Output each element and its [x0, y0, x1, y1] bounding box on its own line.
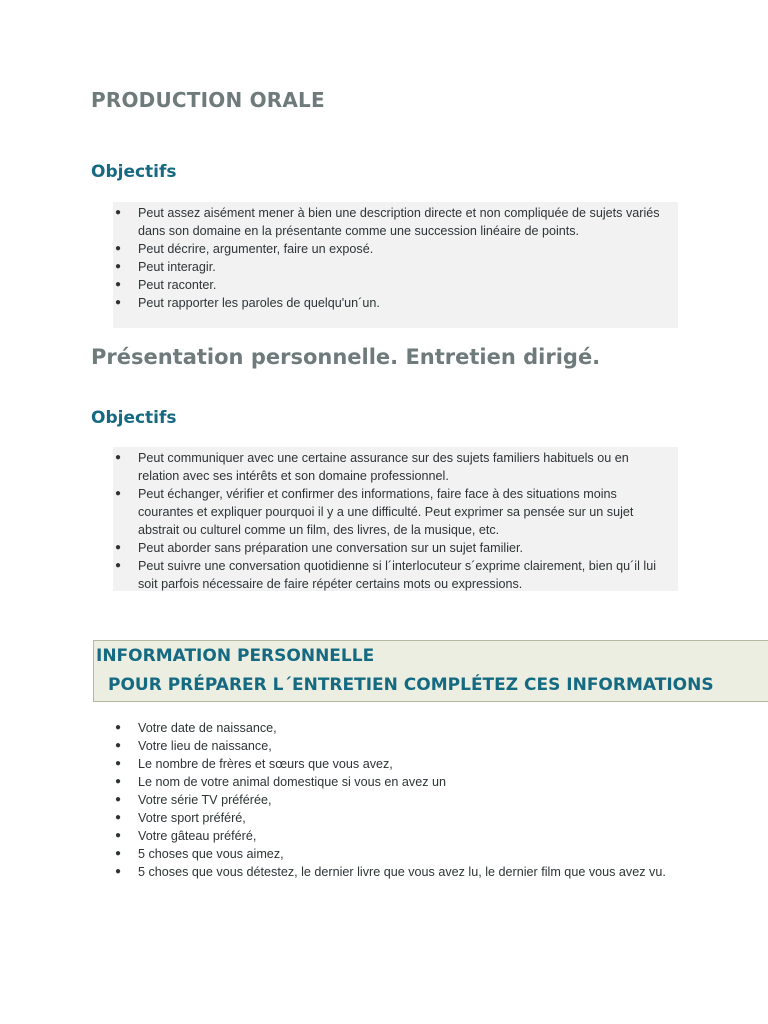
- list-item: ● Peut raconter.: [115, 278, 217, 292]
- bullet-icon: ●: [115, 830, 122, 841]
- info-list-container: [113, 719, 683, 881]
- bullet-icon: ●: [115, 776, 122, 787]
- list-item: ● Votre date de naissance,: [115, 721, 277, 735]
- section-title: Présentation personnelle. Entretien dirigé.: [91, 345, 601, 369]
- info-title: INFORMATION PERSONNELLE: [96, 646, 375, 666]
- list-item: ● Votre lieu de naissance,: [115, 739, 272, 753]
- objectifs-box-2: [113, 447, 678, 591]
- bullet-icon: ●: [115, 297, 122, 308]
- list-item: ● Votre gâteau préféré,: [115, 829, 257, 843]
- list-item: ● Peut décrire, argumenter, faire un exposé.: [115, 242, 374, 256]
- list-item: ● Peut assez aisément mener à bien une description directe et non compliquée de sujets variés dans son domaine en la présentante comme une succession linéaire de points.: [115, 206, 660, 238]
- list-item: ● Le nom de votre animal domestique si vous en avez un: [115, 775, 447, 789]
- bullet-icon: ●: [115, 848, 122, 859]
- bullet-icon: ●: [115, 207, 122, 218]
- info-subtitle: POUR PRÉPARER L´ENTRETIEN COMPLÉTEZ CES INFORMATIONS: [108, 675, 714, 695]
- bullet-icon: ●: [115, 452, 122, 463]
- list-item: ● Votre série TV préférée,: [115, 793, 272, 807]
- bullet-icon: ●: [115, 758, 122, 769]
- bullet-icon: ●: [115, 243, 122, 254]
- list-item: ● 5 choses que vous aimez,: [115, 847, 284, 861]
- bullet-icon: ●: [115, 722, 122, 733]
- page-title: PRODUCTION ORALE: [91, 88, 325, 112]
- bullet-icon: ●: [115, 560, 122, 571]
- list-item: ● Peut suivre une conversation quotidienne si l´interlocuteur s´exprime clairement, bien qu´il lui soit parfois nécessaire de faire répéter certains mots ou expressions.: [115, 559, 657, 591]
- list-item: ● 5 choses que vous détestez, le dernier livre que vous avez lu, le dernier film que vous avez vu.: [115, 865, 666, 879]
- list-item: ● Peut aborder sans préparation une conversation sur un sujet familier.: [115, 541, 524, 555]
- list-item: ● Peut communiquer avec une certaine assurance sur des sujets familiers habituels ou en relation avec ses intérêts et son domaine professionnel.: [115, 451, 629, 483]
- objectifs-list-1: [113, 204, 668, 312]
- bullet-icon: ●: [115, 542, 122, 553]
- bullet-icon: ●: [115, 488, 122, 499]
- info-list: [113, 719, 683, 881]
- bullet-icon: ●: [115, 261, 122, 272]
- bullet-icon: ●: [115, 794, 122, 805]
- bullet-icon: ●: [115, 866, 122, 877]
- list-item: ● Peut rapporter les paroles de quelqu'un´un.: [115, 296, 380, 310]
- bullet-icon: ●: [115, 279, 122, 290]
- objectifs-box-1: [113, 202, 678, 328]
- bullet-icon: ●: [115, 812, 122, 823]
- bullet-icon: ●: [115, 740, 122, 751]
- objectifs-heading-2: Objectifs: [91, 408, 177, 428]
- list-item: ● Peut interagir.: [115, 260, 216, 274]
- list-item: ● Le nombre de frères et sœurs que vous avez,: [115, 757, 393, 771]
- info-banner: [93, 640, 768, 702]
- list-item: ● Peut échanger, vérifier et confirmer des informations, faire face à des situations moins courantes et expliquer pourquoi il y a une difficulté. Peut exprimer sa pensée sur un sujet abstrait ou culturel comme un film, des livres, de la musique, etc.: [115, 487, 634, 537]
- objectifs-list-2: [113, 449, 668, 593]
- list-item: ● Votre sport préféré,: [115, 811, 246, 825]
- objectifs-heading-1: Objectifs: [91, 162, 177, 182]
